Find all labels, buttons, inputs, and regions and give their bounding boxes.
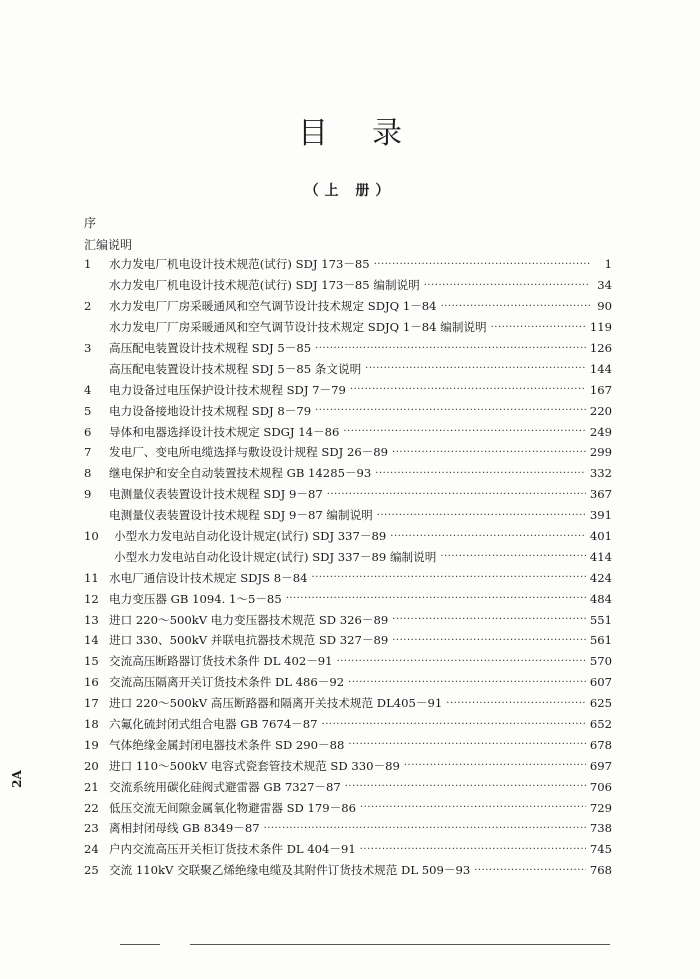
toc-leader	[348, 739, 585, 750]
toc-leader	[322, 719, 586, 730]
toc-title: 进口 220～500kV 高压断路器和隔离开关技术规范 DL405－91	[109, 696, 443, 711]
toc-leader	[311, 572, 585, 583]
toc-title: 进口 220～500kV 电力变压器技术规范 SD 326－89	[109, 612, 389, 627]
toc-page: 220	[589, 403, 612, 418]
toc-title: 电力设备过电压保护设计技术规程 SDJ 7－79	[109, 382, 346, 397]
toc-number: 16	[84, 675, 99, 690]
toc-title: 水电厂通信设计技术规定 SDJS 8－84	[109, 570, 308, 585]
toc-row	[84, 776, 612, 797]
toc-row	[84, 254, 612, 275]
toc-title: 发电厂、变电所电缆选择与敷设设计规程 SDJ 26－89	[109, 445, 389, 460]
toc-number: 8	[84, 466, 92, 481]
toc-page: 1	[604, 257, 612, 272]
toc-row	[84, 296, 612, 317]
toc-page: 332	[589, 466, 612, 481]
compilation-note-entry: 汇编说明	[84, 238, 133, 252]
toc-row	[84, 818, 612, 839]
toc-number: 5	[84, 403, 92, 418]
toc-page: 697	[589, 758, 612, 773]
toc-page: 706	[589, 779, 612, 794]
toc-row	[84, 526, 612, 547]
toc-leader	[286, 593, 586, 604]
toc-row	[84, 567, 612, 588]
toc-title: 水力发电厂厂房采暖通风和空气调节设计技术规定 SDJQ 1－84 编制说明	[109, 320, 487, 335]
toc-number: 24	[84, 842, 99, 857]
toc-page: 625	[589, 696, 612, 711]
toc-leader	[315, 405, 586, 416]
toc-page: 738	[589, 821, 612, 836]
toc-number: 18	[84, 717, 99, 732]
toc-leader	[424, 280, 590, 291]
toc-row	[84, 734, 612, 755]
toc-row	[84, 797, 612, 818]
toc-page: 299	[589, 445, 612, 460]
toc-row	[84, 463, 612, 484]
toc-number: 9	[84, 487, 92, 502]
toc-title: 交流高压断路器订货技术条件 DL 402－91	[109, 654, 333, 669]
toc-title: 继电保护和安全自动装置技术规程 GB 14285－93	[109, 466, 372, 481]
toc-row	[84, 358, 612, 379]
toc-number: 11	[84, 570, 99, 585]
toc-leader	[441, 301, 590, 312]
toc-leader	[343, 426, 586, 437]
toc-row	[84, 379, 612, 400]
toc-number: 4	[84, 382, 92, 397]
toc-leader	[491, 322, 586, 333]
toc-title: 交流高压隔离开关订货技术条件 DL 486－92	[109, 675, 345, 690]
toc-title: 交流 110kV 交联聚乙烯绝缘电缆及其附件订货技术规范 DL 509－93	[109, 863, 471, 878]
toc-number: 20	[84, 758, 99, 773]
toc-page: 561	[589, 633, 612, 648]
toc-row	[84, 275, 612, 296]
toc-title: 高压配电装置设计技术规程 SDJ 5－85 条文说明	[109, 361, 362, 376]
preface-entry: 序	[84, 216, 97, 230]
toc-number: 14	[84, 633, 99, 648]
toc-page: 401	[589, 529, 612, 544]
toc-title: 户内交流高压开关柜订货技术条件 DL 404－91	[109, 842, 356, 857]
toc-title: 进口 110～500kV 电容式瓷套管技术规范 SD 330－89	[109, 758, 400, 773]
toc-page: 249	[589, 424, 612, 439]
toc-page: 652	[589, 717, 612, 732]
toc-page: 570	[589, 654, 612, 669]
toc-number: 3	[84, 341, 92, 355]
toc-title: 小型水力发电站自动化设计规定(试行) SDJ 337－89	[114, 529, 387, 544]
toc-leader	[440, 551, 586, 562]
toc-row	[84, 630, 612, 651]
toc-page: 34	[597, 278, 612, 293]
toc-leader	[377, 510, 586, 521]
toc-title: 交流系统用碳化硅阀式避雷器 GB 7327－87	[109, 779, 341, 794]
toc-number: 12	[84, 591, 99, 606]
toc-row	[84, 714, 612, 735]
toc-leader	[327, 489, 586, 500]
toc-leader	[360, 844, 586, 855]
toc-page: 551	[589, 612, 612, 627]
toc-row	[84, 546, 612, 567]
footer-rule-short	[120, 944, 160, 945]
toc-leader	[404, 760, 586, 771]
page-title: 目录	[298, 116, 446, 151]
toc-title: 导体和电器选择设计技术规定 SDGJ 14－86	[109, 424, 340, 439]
toc-number: 2	[84, 299, 92, 314]
toc-title: 电测量仪表装置设计技术规程 SDJ 9－87	[109, 487, 323, 502]
toc-leader	[375, 468, 586, 479]
toc-row	[84, 839, 612, 860]
toc-leader	[264, 823, 586, 834]
toc-row	[84, 651, 612, 672]
toc-page: 424	[589, 570, 612, 585]
toc-page: 144	[589, 361, 612, 376]
toc-leader	[446, 698, 586, 709]
toc-page: 484	[589, 591, 612, 606]
toc-number: 23	[84, 821, 99, 836]
toc-row	[84, 317, 612, 338]
toc-number: 15	[84, 654, 99, 669]
toc-title: 六氟化硫封闭式组合电器 GB 7674－87	[109, 717, 318, 732]
toc-leader	[360, 802, 586, 813]
table-of-contents	[84, 254, 612, 881]
toc-number: 25	[84, 863, 99, 878]
footer-rule-long	[190, 944, 610, 945]
toc-leader	[315, 343, 586, 354]
toc-row	[84, 609, 612, 630]
toc-title: 进口 330、500kV 并联电抗器技术规范 SD 327－89	[109, 633, 389, 648]
toc-row	[84, 421, 612, 442]
toc-row	[84, 693, 612, 714]
toc-row	[84, 755, 612, 776]
toc-leader	[392, 447, 586, 458]
toc-leader	[392, 635, 586, 646]
toc-title: 高压配电装置设计技术规程 SDJ 5－85	[109, 341, 312, 355]
toc-page: 729	[589, 800, 612, 815]
toc-page: 768	[589, 863, 612, 878]
toc-title: 小型水力发电站自动化设计规定(试行) SDJ 337－89 编制说明	[114, 549, 437, 564]
toc-row	[84, 442, 612, 463]
toc-number: 6	[84, 424, 92, 439]
toc-number: 1	[84, 257, 92, 272]
toc-number: 21	[84, 779, 99, 794]
toc-number: 7	[84, 445, 92, 460]
toc-number: 17	[84, 696, 99, 711]
toc-title: 离相封闭母线 GB 8349－87	[109, 821, 260, 836]
toc-page: 167	[589, 382, 612, 397]
toc-title: 水力发电厂机电设计技术规范(试行) SDJ 173－85 编制说明	[109, 278, 420, 293]
toc-page: 607	[589, 675, 612, 690]
toc-leader	[348, 677, 586, 688]
toc-title: 电力设备接地设计技术规程 SDJ 8－79	[109, 403, 312, 418]
toc-leader	[345, 781, 586, 792]
toc-title: 电力变压器 GB 1094. 1～5－85	[109, 591, 282, 606]
toc-number: 13	[84, 612, 99, 627]
toc-title: 电测量仪表装置设计技术规程 SDJ 9－87 编制说明	[109, 508, 373, 523]
toc-page: 367	[589, 487, 612, 502]
toc-page: 745	[589, 842, 612, 857]
toc-page: 119	[589, 320, 612, 335]
toc-leader	[350, 384, 586, 395]
toc-row	[84, 672, 612, 693]
toc-title: 低压交流无间隙金属氧化物避雷器 SD 179－86	[109, 800, 356, 815]
toc-page: 126	[589, 341, 612, 355]
toc-number: 10	[84, 529, 99, 544]
toc-page: 90	[597, 299, 612, 314]
toc-row	[84, 400, 612, 421]
toc-title: 水力发电厂厂房采暖通风和空气调节设计技术规定 SDJQ 1－84	[109, 299, 437, 314]
toc-row	[84, 505, 612, 526]
toc-leader	[474, 865, 586, 876]
toc-leader	[337, 656, 586, 667]
toc-page: 391	[589, 508, 612, 523]
volume-label: （上 册）	[304, 183, 396, 199]
side-mark: 2A	[9, 770, 24, 788]
toc-page: 678	[589, 737, 612, 752]
toc-page: 414	[589, 549, 612, 564]
toc-leader	[374, 259, 590, 270]
toc-row	[84, 860, 612, 881]
toc-row	[84, 588, 612, 609]
toc-leader	[390, 531, 586, 542]
toc-leader	[392, 614, 586, 625]
toc-row	[84, 484, 612, 505]
toc-title: 水力发电厂机电设计技术规范(试行) SDJ 173－85	[109, 257, 370, 272]
toc-leader	[365, 363, 586, 374]
toc-number: 19	[84, 737, 99, 752]
toc-row	[84, 338, 612, 359]
toc-number: 22	[84, 800, 99, 815]
toc-title: 气体绝缘金属封闭电器技术条件 SD 290－88	[109, 737, 345, 752]
